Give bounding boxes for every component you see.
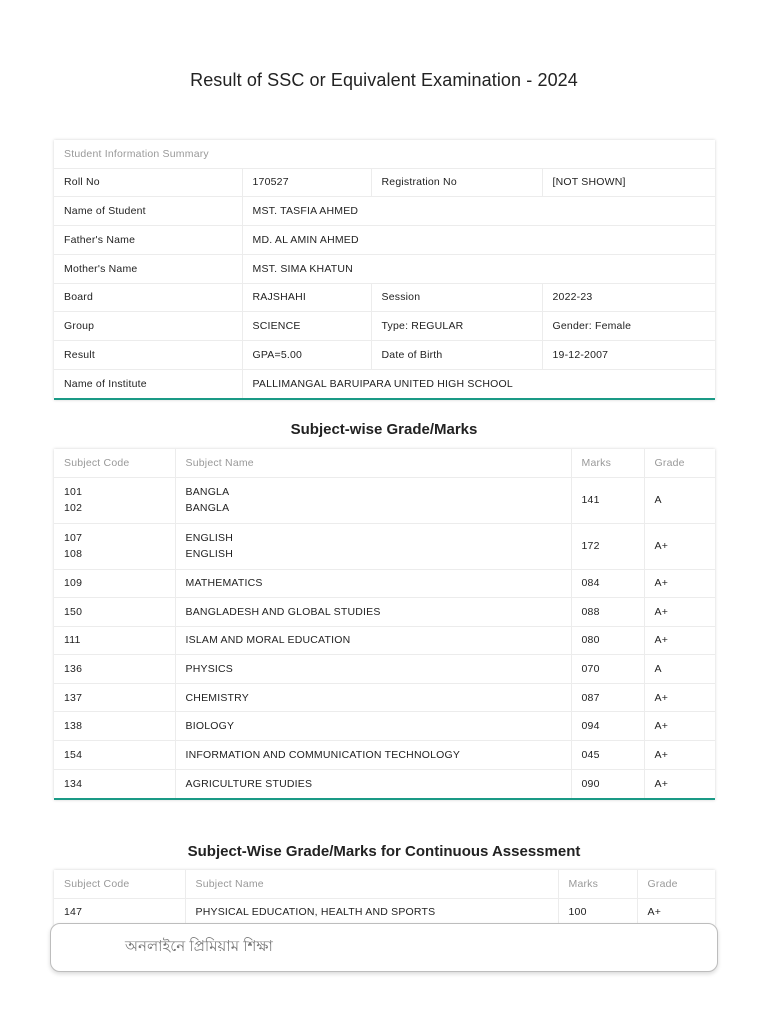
table-row (54, 769, 715, 798)
student-info-table (54, 140, 715, 398)
continuous-assessment-card (54, 870, 715, 926)
info-value: 170527 (242, 168, 371, 197)
subject-marks: 084 (571, 569, 644, 598)
info-label: Board (54, 283, 242, 312)
info-label: Date of Birth (371, 341, 542, 370)
subject-code: 102 (64, 502, 83, 514)
column-header: Marks (571, 449, 644, 477)
column-header: Grade (644, 449, 715, 477)
table-row (54, 741, 715, 770)
subject-name-cell (175, 523, 571, 569)
subject-grade: A (644, 477, 715, 523)
subject-grade: A+ (644, 712, 715, 741)
info-label: Name of Institute (54, 369, 242, 398)
subject-grade: A+ (644, 523, 715, 569)
info-row (54, 226, 715, 255)
column-header: Subject Code (54, 449, 175, 477)
info-label: Father's Name (54, 226, 242, 255)
subject-name: BIOLOGY (175, 712, 571, 741)
subject-name: ENGLISH (185, 532, 233, 544)
subject-name: BANGLADESH AND GLOBAL STUDIES (175, 598, 571, 627)
info-label: Roll No (54, 168, 242, 197)
info-label: Session (371, 283, 542, 312)
subject-name: CHEMISTRY (175, 683, 571, 712)
subject-name: PHYSICAL EDUCATION, HEALTH AND SPORTS (185, 898, 558, 926)
subject-code-cell (54, 477, 175, 523)
subject-code: 150 (54, 598, 175, 627)
subject-marks: 080 (571, 626, 644, 655)
table-row (54, 569, 715, 598)
subject-marks: 088 (571, 598, 644, 627)
subject-marks: 094 (571, 712, 644, 741)
subject-code: 109 (54, 569, 175, 598)
table-row (54, 598, 715, 627)
subject-marks: 100 (558, 898, 637, 926)
info-value: MST. TASFIA AHMED (242, 197, 715, 226)
page-title: Result of SSC or Equivalent Examination - 2024 (190, 70, 578, 90)
table-row (54, 898, 715, 926)
table-row (54, 477, 715, 523)
subject-grade: A+ (644, 626, 715, 655)
info-row (54, 197, 715, 226)
info-label: Type: REGULAR (371, 312, 542, 341)
info-value: PALLIMANGAL BARUIPARA UNITED HIGH SCHOOL (252, 377, 513, 390)
info-row (54, 283, 715, 312)
subject-marks: 090 (571, 769, 644, 798)
info-label: Registration No (371, 168, 542, 197)
subject-marks: 172 (571, 523, 644, 569)
info-value: MD. AL AMIN AHMED (242, 226, 715, 255)
subject-grade: A+ (647, 906, 662, 919)
column-header: Grade (637, 870, 715, 898)
subject-grade: A+ (644, 598, 715, 627)
info-value: [NOT SHOWN] (542, 168, 715, 197)
subject-code: 147 (54, 898, 185, 926)
column-header: Marks (558, 870, 637, 898)
subject-name: BANGLA (185, 486, 230, 498)
info-label: Name of Student (54, 197, 242, 226)
subject-code: 108 (64, 548, 83, 560)
column-header: Subject Name (175, 449, 571, 477)
info-value: SCIENCE (242, 312, 371, 341)
column-header: Subject Code (54, 870, 185, 898)
info-row (54, 254, 715, 283)
info-row (54, 369, 715, 398)
subject-name: AGRICULTURE STUDIES (175, 769, 571, 798)
info-label: Group (54, 312, 242, 341)
subject-grade: A+ (644, 741, 715, 770)
subject-grade: A+ (644, 683, 715, 712)
subject-code: 101 (64, 486, 83, 498)
info-row (54, 168, 715, 197)
subject-code: 107 (64, 532, 83, 544)
column-header: Subject Name (185, 870, 558, 898)
info-value: MST. SIMA KHATUN (242, 254, 715, 283)
info-value: RAJSHAHI (242, 283, 371, 312)
subject-code: 111 (54, 626, 175, 655)
continuous-assessment-table (54, 870, 715, 926)
subject-marks: 141 (571, 477, 644, 523)
subject-code: 138 (54, 712, 175, 741)
subject-grade: A (644, 655, 715, 684)
subject-name: MATHEMATICS (175, 569, 571, 598)
subject-code: 137 (54, 683, 175, 712)
info-row (54, 341, 715, 370)
subject-marks-card (54, 449, 715, 800)
info-value: GPA=5.00 (242, 341, 371, 370)
table-row (54, 712, 715, 741)
bottom-banner[interactable] (50, 923, 718, 972)
table-row (54, 655, 715, 684)
subject-code-cell (54, 523, 175, 569)
subject-name: PHYSICS (175, 655, 571, 684)
info-value: 2022-23 (542, 283, 715, 312)
info-row (54, 312, 715, 341)
table-row (54, 523, 715, 569)
subject-name-cell (175, 477, 571, 523)
student-info-card (54, 140, 715, 400)
info-label: Mother's Name (54, 254, 242, 283)
subject-name: BANGLA (185, 502, 230, 514)
banner-text: অনলাইনে প্রিমিয়াম শিক্ষা (125, 938, 273, 955)
info-label: Result (54, 341, 242, 370)
table-row (54, 626, 715, 655)
info-value: Gender: Female (542, 312, 715, 341)
subject-code: 154 (54, 741, 175, 770)
table-row (54, 683, 715, 712)
subject-code: 136 (54, 655, 175, 684)
subject-name: ISLAM AND MORAL EDUCATION (175, 626, 571, 655)
subject-code: 134 (54, 769, 175, 798)
info-header: Student Information Summary (54, 140, 715, 168)
subject-marks-heading: Subject-wise Grade/Marks (290, 421, 478, 438)
continuous-assessment-heading: Subject-Wise Grade/Marks for Continuous Assessment (187, 843, 581, 860)
subject-name: ENGLISH (185, 548, 233, 560)
subject-name: INFORMATION AND COMMUNICATION TECHNOLOGY (175, 741, 571, 770)
subject-marks-table (54, 449, 715, 798)
subject-marks: 087 (571, 683, 644, 712)
info-value: 19-12-2007 (542, 341, 715, 370)
subject-grade: A+ (654, 777, 669, 790)
subject-grade: A+ (644, 569, 715, 598)
subject-marks: 070 (571, 655, 644, 684)
subject-marks: 045 (571, 741, 644, 770)
